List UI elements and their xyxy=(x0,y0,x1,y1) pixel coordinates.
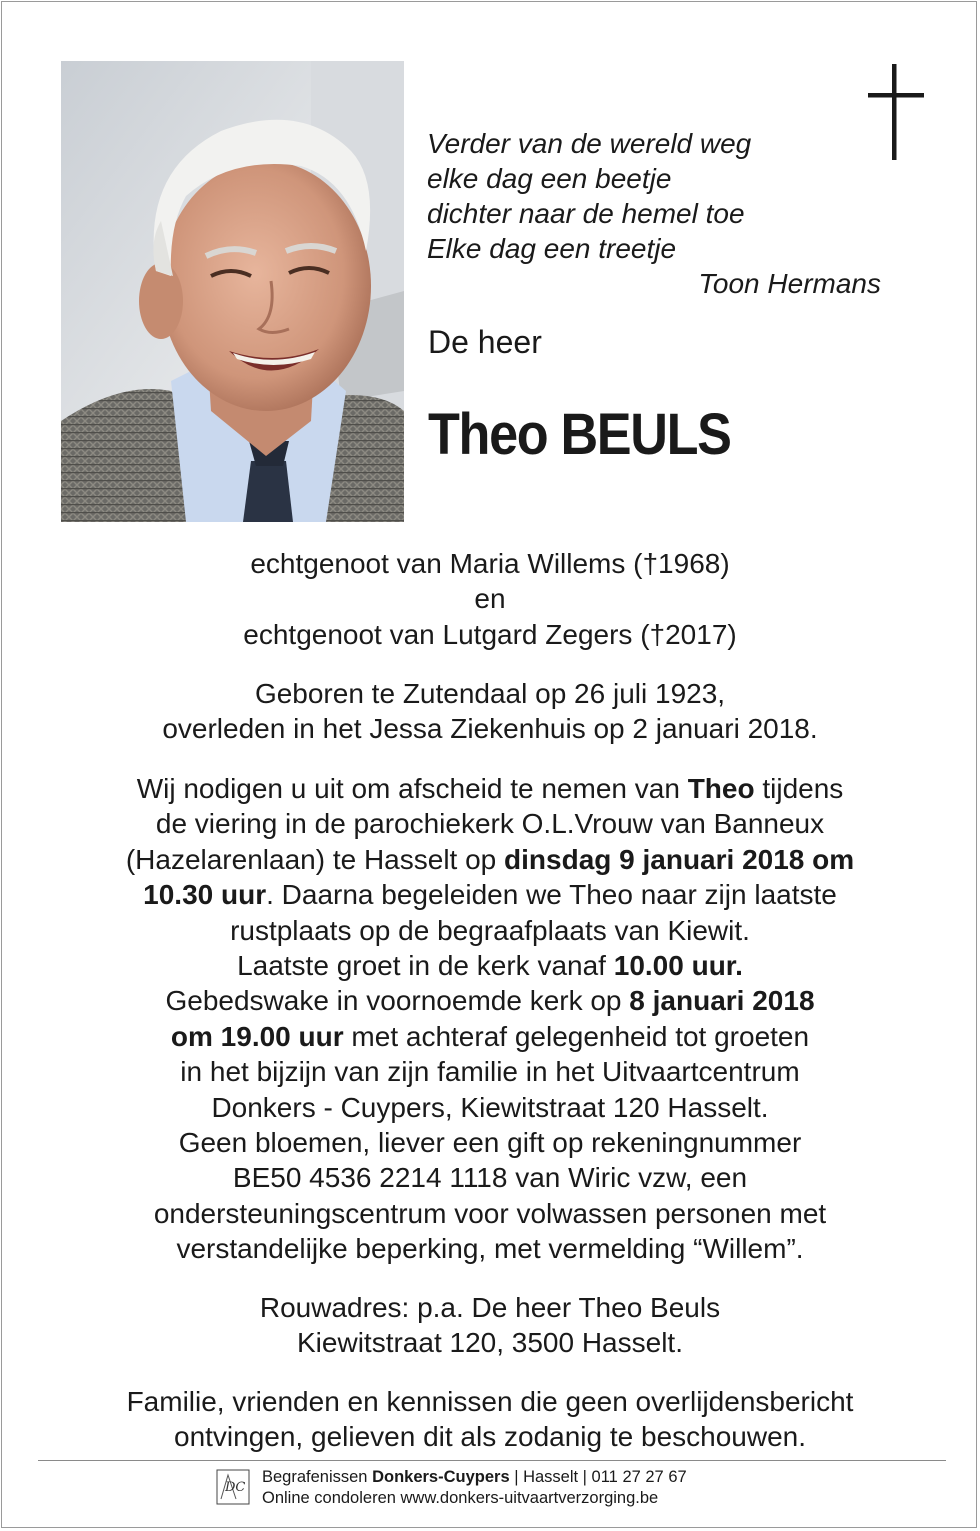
poem-line: dichter naar de hemel toe xyxy=(427,198,745,229)
footer-line-online: Online condoleren www.donkers-uitvaartverzorging.be xyxy=(262,1489,659,1507)
text-run: | Hasselt | 011 27 27 67 xyxy=(509,1468,687,1486)
invitation-line xyxy=(42,1019,938,1054)
invitation-line: de viering in de parochiekerk O.L.Vrouw van Banneux xyxy=(155,808,825,840)
text-run: (Hazelarenlaan) te Hasselt op xyxy=(125,843,505,875)
text-run: . Daarna begeleiden we Theo naar zijn laatste xyxy=(266,879,837,911)
invitation-line xyxy=(42,948,938,983)
portrait-illustration xyxy=(61,61,404,522)
spouse-line: en xyxy=(474,583,506,615)
invitation-line: Geen bloemen, liever een gift op rekeningnummer xyxy=(178,1127,802,1159)
text-run: met achteraf gelegenheid tot groeten xyxy=(343,1020,810,1052)
text-run: Laatste groet in de kerk vanaf xyxy=(237,950,614,982)
death-line: overleden in het Jessa Ziekenhuis op 2 januari 2018. xyxy=(162,713,818,745)
family-note-line: ontvingen, gelieven dit als zodanig te beschouwen. xyxy=(174,1421,806,1453)
spouse-line: echtgenoot van Maria Willems (†1968) xyxy=(250,548,730,579)
poem-author: Toon Hermans xyxy=(698,268,881,299)
family-note xyxy=(42,1384,938,1455)
footer-line-company xyxy=(262,1467,687,1488)
text-run-bold: 8 januari 2018 xyxy=(629,985,815,1017)
poem-line: Elke dag een treetje xyxy=(427,233,677,264)
invitation-block xyxy=(42,771,938,1267)
mourning-address xyxy=(42,1290,938,1361)
logo-letters: DC xyxy=(225,1480,246,1495)
dates-block xyxy=(42,676,938,747)
invitation-line: ondersteuningscentrum voor volwassen personen met xyxy=(153,1197,827,1229)
invitation-line: in het bijzijn van zijn familie in het Uitvaartcentrum xyxy=(180,1056,800,1088)
text-run-bold: dinsdag 9 januari 2018 om xyxy=(504,843,855,875)
text-run-bold: 10.00 uur. xyxy=(613,950,743,982)
honorific-title: De heer xyxy=(428,324,542,360)
spouses-block xyxy=(42,546,938,652)
text-run: Gebedswake in voornoemde kerk op xyxy=(165,985,630,1017)
funeral-home-logo-icon xyxy=(216,1469,250,1505)
footer-divider xyxy=(38,1460,946,1461)
birth-line: Geboren te Zutendaal op 26 juli 1923, xyxy=(254,678,726,709)
footer-text xyxy=(262,1467,687,1509)
text-run: Wij nodigen u uit om afscheid te nemen van xyxy=(136,773,688,804)
address-line: Rouwadres: p.a. De heer Theo Beuls xyxy=(259,1292,721,1323)
portrait-photo xyxy=(61,61,404,522)
obituary-card xyxy=(1,1,977,1528)
text-run-bold: Theo xyxy=(687,773,755,804)
invitation-line: rustplaats op de begraafplaats van Kiewit. xyxy=(230,914,750,946)
invitation-line xyxy=(42,771,938,806)
text-run: Begrafenissen xyxy=(262,1468,373,1486)
address-line: Kiewitstraat 120, 3500 Hasselt. xyxy=(297,1327,683,1359)
invitation-line: verstandelijke beperking, met vermelding “Willem”. xyxy=(176,1233,804,1265)
invitation-line: BE50 4536 2214 1118 van Wiric vzw, een xyxy=(232,1162,748,1194)
invitation-line xyxy=(42,877,938,912)
poem xyxy=(427,126,887,301)
deceased-name: Theo BEULS xyxy=(428,402,731,467)
company-name: Donkers-Cuypers xyxy=(372,1468,510,1486)
text-run-bold: 10.30 uur xyxy=(143,879,267,911)
text-run-bold: om 19.00 uur xyxy=(170,1020,344,1052)
poem-line: Verder van de wereld weg xyxy=(427,128,752,159)
poem-line: elke dag een beetje xyxy=(427,163,672,194)
family-note-line: Familie, vrienden en kennissen die geen overlijdensbericht xyxy=(126,1386,854,1417)
invitation-line xyxy=(42,842,938,877)
invitation-line xyxy=(42,983,938,1018)
text-run: tijdens xyxy=(754,773,844,804)
invitation-line: Donkers - Cuypers, Kiewitstraat 120 Hasselt. xyxy=(211,1091,769,1123)
spouse-line: echtgenoot van Lutgard Zegers (†2017) xyxy=(243,618,737,650)
